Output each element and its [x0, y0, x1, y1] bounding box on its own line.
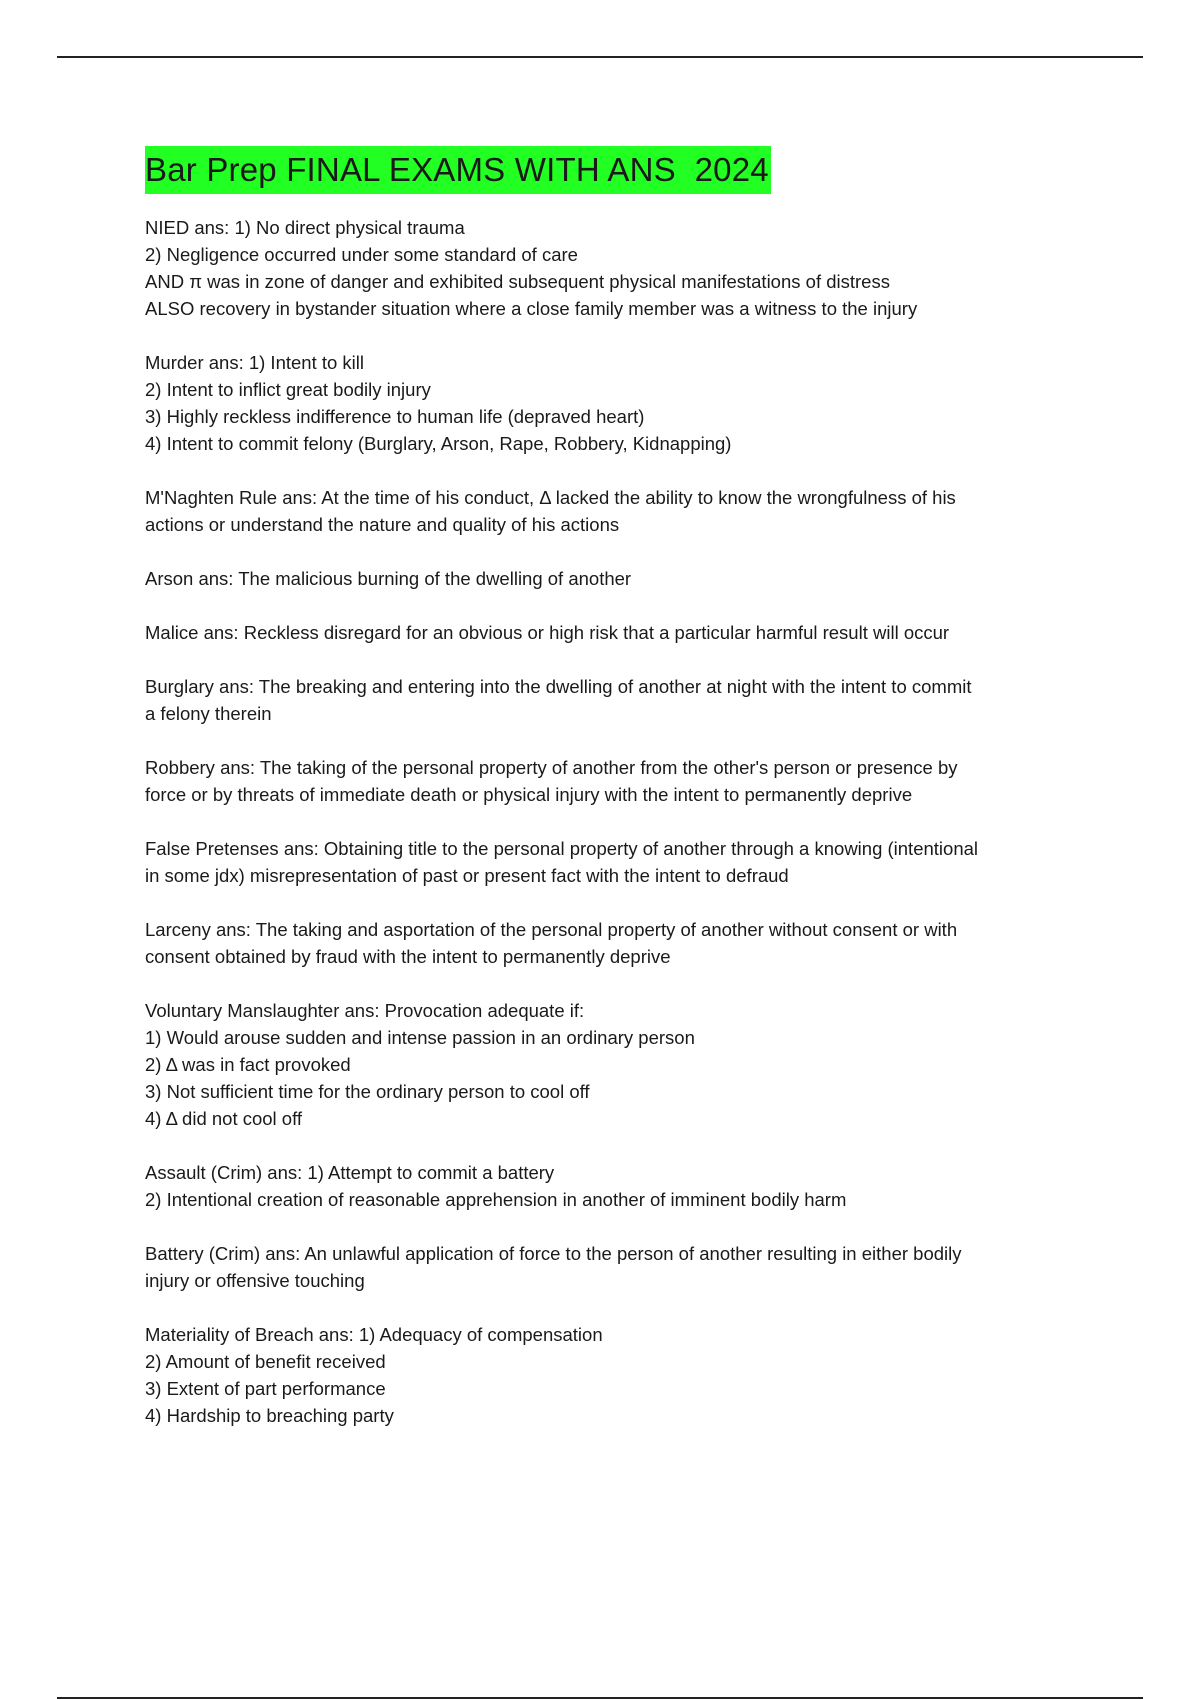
entry-line: NIED ans: 1) No direct physical trauma: [145, 217, 465, 238]
entry-line: False Pretenses ans: Obtaining title to the personal property of another through a knowing (intentional: [145, 838, 979, 859]
entry-line: Materiality of Breach ans: 1) Adequacy of compensation: [145, 1324, 603, 1345]
entry-line: in some jdx) misrepresentation of past or present fact with the intent to defraud: [145, 865, 789, 886]
entry-burglary: [145, 673, 1085, 727]
entry-battery-crim: [145, 1240, 1085, 1294]
entry-line: AND π was in zone of danger and exhibited subsequent physical manifestations of distress: [145, 271, 890, 292]
entry-line: 2) Intent to inflict great bodily injury: [145, 379, 431, 400]
entry-robbery: [145, 754, 1085, 808]
entry-malice: [145, 619, 1085, 646]
entry-line: Arson ans: The malicious burning of the dwelling of another: [145, 568, 632, 589]
document-body: [145, 146, 1085, 1456]
entry-line: force or by threats of immediate death or physical injury with the intent to permanently deprive: [145, 784, 913, 805]
entry-line: ALSO recovery in bystander situation where a close family member was a witness to the injury: [145, 298, 918, 319]
entry-false-pretenses: [145, 835, 1085, 889]
entry-line: 4) Δ did not cool off: [145, 1108, 303, 1129]
bottom-rule: [57, 1697, 1143, 1699]
entry-line: 3) Extent of part performance: [145, 1378, 386, 1399]
entry-line: consent obtained by fraud with the intent to permanently deprive: [145, 946, 671, 967]
entry-line: 4) Hardship to breaching party: [145, 1405, 394, 1426]
entry-voluntary-manslaughter: [145, 997, 1085, 1132]
entry-line: Robbery ans: The taking of the personal property of another from the other's person or presence by: [145, 757, 958, 778]
entry-larceny: [145, 916, 1085, 970]
document-title: Bar Prep FINAL EXAMS WITH ANS 2024: [145, 146, 771, 194]
entry-line: Burglary ans: The breaking and entering into the dwelling of another at night with the intent to commit: [145, 676, 972, 697]
entry-line: 3) Not sufficient time for the ordinary person to cool off: [145, 1081, 590, 1102]
entry-line: a felony therein: [145, 703, 272, 724]
entry-murder: [145, 349, 1085, 457]
entry-line: 1) Would arouse sudden and intense passion in an ordinary person: [145, 1027, 695, 1048]
top-rule: [57, 56, 1143, 58]
entry-line: Murder ans: 1) Intent to kill: [145, 352, 365, 373]
entry-arson: [145, 565, 1085, 592]
entry-line: Malice ans: Reckless disregard for an obvious or high risk that a particular harmful result will occur: [145, 622, 950, 643]
entry-mnaghten-rule: [145, 484, 1085, 538]
entry-line: 2) Negligence occurred under some standard of care: [145, 244, 578, 265]
entry-line: injury or offensive touching: [145, 1270, 365, 1291]
entry-line: 2) Δ was in fact provoked: [145, 1054, 351, 1075]
entry-line: Battery (Crim) ans: An unlawful application of force to the person of another resulting in either bodily: [145, 1243, 962, 1264]
entry-line: actions or understand the nature and quality of his actions: [145, 514, 620, 535]
entry-line: Voluntary Manslaughter ans: Provocation adequate if:: [145, 1000, 585, 1021]
entry-line: 3) Highly reckless indifference to human life (depraved heart): [145, 406, 645, 427]
entry-line: M'Naghten Rule ans: At the time of his conduct, Δ lacked the ability to know the wrongfulness of his: [145, 487, 956, 508]
entry-line: 2) Intentional creation of reasonable apprehension in another of imminent bodily harm: [145, 1189, 847, 1210]
entry-assault-crim: [145, 1159, 1085, 1213]
entry-line: 4) Intent to commit felony (Burglary, Arson, Rape, Robbery, Kidnapping): [145, 433, 732, 454]
entry-line: 2) Amount of benefit received: [145, 1351, 386, 1372]
entry-nied: [145, 214, 1085, 322]
entry-materiality-of-breach: [145, 1321, 1085, 1429]
entry-line: Larceny ans: The taking and asportation of the personal property of another without consent or with: [145, 919, 958, 940]
entry-line: Assault (Crim) ans: 1) Attempt to commit a battery: [145, 1162, 555, 1183]
